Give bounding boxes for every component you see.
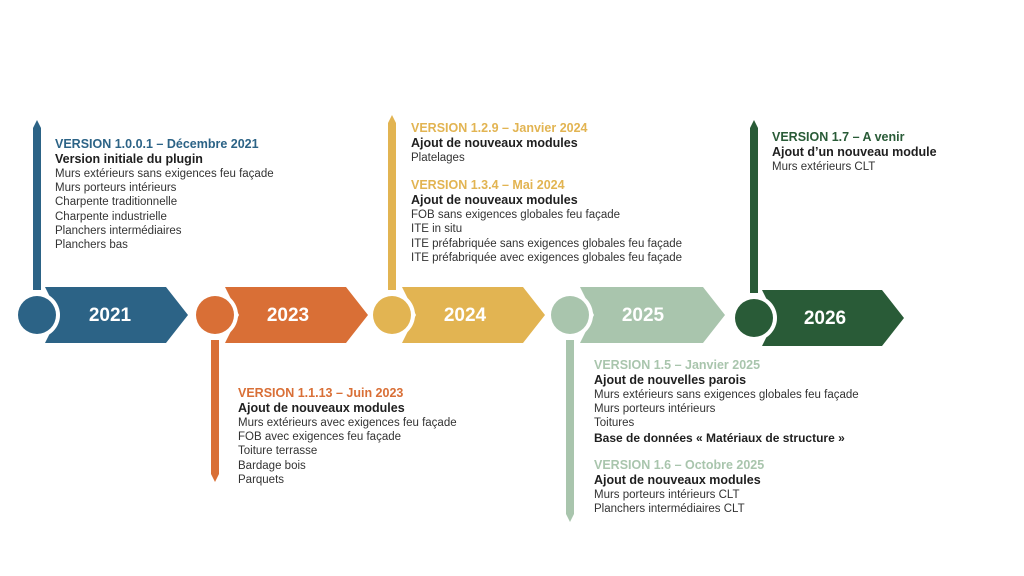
version-heading: VERSION 1.5 – Janvier 2025: [594, 358, 761, 372]
release-block-2026: [772, 129, 937, 174]
year-label-2021: 2021: [88, 305, 132, 326]
feature-item: Murs extérieurs sans exigences feu façade: [55, 168, 274, 180]
version-heading: VERSION 1.2.9 – Janvier 2024: [411, 121, 588, 135]
feature-item: Murs porteurs intérieurs: [55, 182, 177, 195]
release-block-2024: [411, 120, 682, 265]
year-dot-2021: [18, 296, 56, 334]
feature-item: ITE préfabriquée sans exigences globales feu façade: [411, 237, 683, 250]
release-1-5: [594, 357, 859, 445]
year-dot-2026: [735, 299, 773, 337]
release-title: Ajout de nouveaux modules: [594, 472, 761, 487]
release-title: Ajout de nouveaux modules: [238, 401, 405, 415]
version-heading: VERSION 1.6 – Octobre 2025: [594, 457, 765, 472]
feature-item-database: Base de données « Matériaux de structure »: [594, 430, 845, 445]
year-dot-2023: [196, 296, 234, 334]
feature-item: Toiture terrasse: [238, 445, 318, 458]
feature-item: Planchers bas: [55, 239, 128, 252]
feature-item: Murs porteurs intérieurs: [594, 403, 716, 416]
year-dot-2025: [551, 296, 589, 334]
release-block-2025: [594, 357, 859, 516]
release-block-2023: [238, 385, 457, 487]
release-1-3-4: [411, 177, 682, 265]
feature-list: [238, 416, 457, 487]
year-dot-2024: [373, 296, 411, 334]
feature-item: FOB avec exigences feu façade: [238, 431, 402, 444]
release-block-2021: [55, 136, 274, 252]
feature-list: [55, 167, 274, 252]
release-title: Ajout de nouveaux modules: [411, 136, 578, 150]
release-1-2-9: [411, 120, 682, 165]
feature-item: Murs extérieurs sans exigences globales feu façade: [594, 389, 859, 401]
release-1-6: [594, 457, 859, 516]
feature-item: Bardage bois: [238, 459, 306, 472]
feature-item: Parquets: [238, 473, 285, 486]
year-label-2024: 2024: [443, 305, 487, 326]
feature-item: Toitures: [594, 417, 635, 430]
feature-item: Planchers intermédiaires CLT: [594, 503, 745, 516]
connector-line-2024: [388, 115, 396, 290]
feature-item: Murs extérieurs CLT: [772, 161, 876, 173]
connector-line-2023: [211, 340, 219, 482]
connector-line-2025: [566, 340, 574, 522]
feature-item: Charpente traditionnelle: [55, 196, 178, 209]
year-label-2025: 2025: [621, 305, 665, 326]
version-heading: VERSION 1.1.13 – Juin 2023: [238, 386, 404, 400]
version-heading: VERSION 1.0.0.1 – Décembre 2021: [55, 137, 259, 151]
feature-item: FOB sans exigences globales feu façade: [411, 209, 621, 222]
version-heading: VERSION 1.3.4 – Mai 2024: [411, 178, 565, 193]
feature-item: Murs extérieurs avec exigences feu façade: [238, 417, 457, 429]
connector-line-2026: [750, 120, 758, 293]
year-label-2023: 2023: [266, 305, 310, 326]
version-heading: VERSION 1.7 – A venir: [772, 130, 905, 144]
feature-item: Platelages: [411, 152, 465, 164]
feature-item: ITE préfabriquée avec exigences globales feu façade: [411, 251, 683, 264]
release-title: Ajout d’un nouveau module: [772, 145, 937, 159]
release-title: Version initiale du plugin: [55, 152, 203, 166]
feature-item: Charpente industrielle: [55, 210, 167, 223]
feature-item: ITE in situ: [411, 223, 463, 236]
release-title: Ajout de nouvelles parois: [594, 373, 747, 387]
connector-line-2021: [33, 120, 41, 290]
feature-item: Planchers intermédiaires: [55, 224, 182, 237]
year-label-2026: 2026: [803, 308, 847, 329]
feature-item: Murs porteurs intérieurs CLT: [594, 488, 740, 501]
release-title: Ajout de nouveaux modules: [411, 193, 578, 208]
